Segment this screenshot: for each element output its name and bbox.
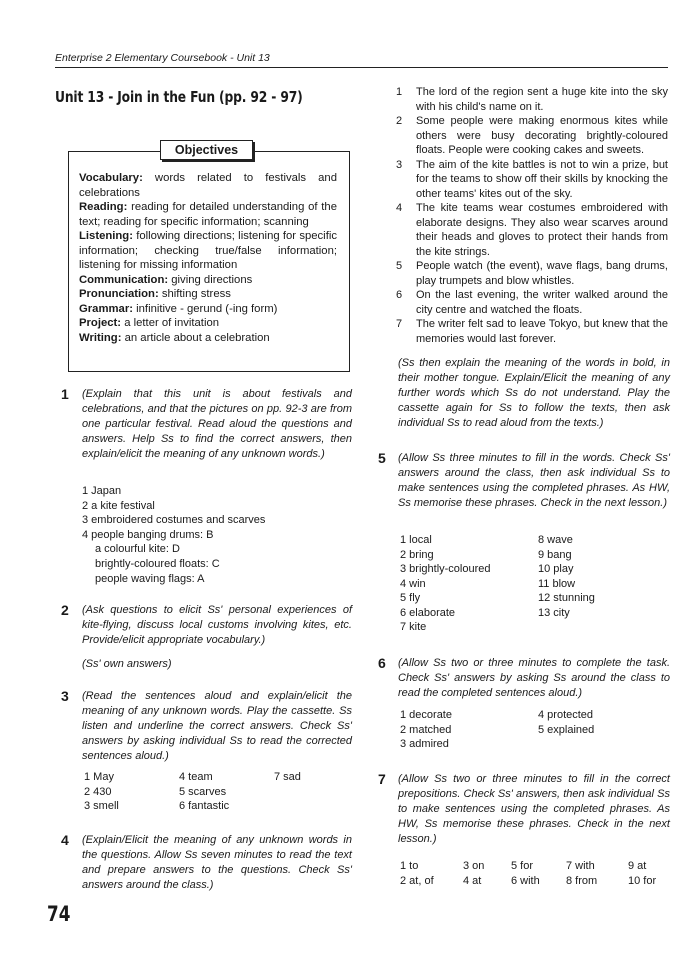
answer-cell: 1 local <box>400 534 432 546</box>
exercise-2-instructions: (Ask questions to elicit Ss' personal experiences of kite-flying, discuss local customs involving kites, etc. Provide/elicit appropriate vocabulary.) <box>82 604 352 646</box>
exercise-6-answers <box>400 708 658 752</box>
exercise-2-answer: (Ss' own answers) <box>82 658 172 670</box>
answer-item: 6 On the last evening, the writer walked around the city centre and watched the floats. <box>396 289 668 316</box>
answer-cell: 9 bang <box>538 548 572 561</box>
objective-item: Writing: an article about a celebration <box>79 331 270 344</box>
answer-cell: 3 smell <box>84 800 119 812</box>
answer-item: 1 The lord of the region sent a huge kite into the sky with his child's name on it. <box>396 86 668 113</box>
objective-item: Vocabulary: words related to festivals and celebrations <box>79 172 337 199</box>
answer-cell: 5 for <box>511 860 534 872</box>
answer-cell: 4 protected <box>538 709 594 721</box>
answer-cell: 9 at <box>628 860 647 872</box>
exercise-6-instructions: (Allow Ss two or three minutes to complete the task. Check Ss' answers by asking Ss around the class to read the completed sentences aloud.) <box>398 657 670 699</box>
answer-cell: 5 fly <box>400 592 421 604</box>
exercise-5-answers <box>400 533 658 635</box>
answer-cell <box>274 799 344 814</box>
exercise-1-instructions: (Explain that this unit is about festivals and celebrations, and that the pictures on pp. 92-3 are from one particular festival. Read aloud the questions and answers. Help Ss to find the correct answers, then explain/elicit the meaning of any unknown words.) <box>82 388 352 460</box>
exercise-4-instructions: (Explain/Elicit the meaning of any unknown words in the questions. Allow Ss seven minutes to read the text and prepare answers to the questions. Check Ss' answers around the class.) <box>82 834 352 891</box>
unit-title: Unit 13 - Join in the Fun (pp. 92 - 97) <box>55 88 303 106</box>
answer-cell: 7 with <box>566 860 595 872</box>
objective-item: Reading: reading for detailed understanding of the text; reading for specific information; scanning <box>79 201 337 228</box>
exercise-3-answers <box>84 770 344 814</box>
answer-item: 5 People watch (the event), wave flags, bang drums, play trumpets and blow whistles. <box>396 260 668 287</box>
answer-line: a colourful kite: D <box>95 543 180 556</box>
answer-cell <box>538 737 658 752</box>
answer-cell: 2 bring <box>400 548 434 561</box>
objectives-list <box>79 171 337 345</box>
header-rule <box>55 67 668 68</box>
answer-cell <box>274 785 344 800</box>
answer-cell: 4 win <box>400 577 426 590</box>
exercise-3-instructions: (Read the sentences aloud and explain/elicit the meaning of any unknown words. Play the cassette. Ss listen and underline the correct answers. Check Ss' answers by asking individual Ss to read the corrected sentences aloud.) <box>82 690 352 762</box>
answer-item: 7 The writer felt sad to leave Tokyo, but knew that the memories would last forever. <box>396 318 668 345</box>
answer-cell: 13 city <box>538 606 570 619</box>
exercise-5-number: 5 <box>378 450 386 466</box>
answer-cell: 2 430 <box>84 785 112 798</box>
answer-cell: 1 to <box>400 860 419 872</box>
exercise-7-answers <box>400 859 678 888</box>
exercise-5-instructions: (Allow Ss three minutes to fill in the words. Check Ss' answers around the class, then ask individual Ss to make sentences using the completed phrases. As HW, Ss memorise these phrases. Check in the next lesson.) <box>398 452 670 509</box>
objectives-label: Objectives <box>160 140 253 160</box>
answer-line: people waving flags: A <box>95 572 205 585</box>
objective-item: Grammar: infinitive - gerund (-ing form) <box>79 302 278 315</box>
answer-cell: 6 fantastic <box>179 800 230 812</box>
objective-item: Pronunciation: shifting stress <box>79 288 231 300</box>
exercise-7-instructions: (Allow Ss two or three minutes to fill in the correct prepositions. Check Ss' answers, then ask individual Ss to make sentences using the completed phrases. As HW, Ss memorise these phrases. Check in the next lesson.) <box>398 773 670 845</box>
answer-cell: 4 team <box>179 771 213 783</box>
answer-cell: 11 blow <box>538 577 576 590</box>
exercise-4-answers <box>396 85 668 346</box>
answer-cell: 4 at <box>463 874 482 887</box>
answer-cell: 2 at, of <box>400 874 434 887</box>
exercise-2-number: 2 <box>61 602 69 618</box>
answer-line: 1 Japan <box>82 485 122 497</box>
answer-item: 2 Some people were making enormous kites while others were busy decorating brightly-coloured floats. People were cooking cakes and sweets. <box>396 115 668 156</box>
exercise-3-number: 3 <box>61 688 69 704</box>
answer-line: 2 a kite festival <box>82 499 155 512</box>
page-number: 74 <box>47 902 71 926</box>
answer-line: 3 embroidered costumes and scarves <box>82 514 266 527</box>
answer-cell: 3 brightly-coloured <box>400 563 491 575</box>
answer-cell: 12 stunning <box>538 592 595 604</box>
answer-cell: 6 with <box>511 874 540 887</box>
answer-cell: 7 kite <box>400 621 427 633</box>
exercise-4-number: 4 <box>61 832 69 848</box>
answer-cell: 8 wave <box>538 534 573 546</box>
running-header: Enterprise 2 Elementary Coursebook - Unit 13 <box>55 52 270 64</box>
objective-item: Project: a letter of invitation <box>79 317 220 329</box>
exercise-7-number: 7 <box>378 771 386 787</box>
answer-cell: 5 scarves <box>179 785 227 798</box>
answer-cell: 10 play <box>538 563 574 575</box>
answer-cell: 7 sad <box>274 771 301 783</box>
answer-item: 3 The aim of the kite battles is not to win a prize, but for the teams to show off their skills by knocking the other teams' kites out of the sky. <box>396 158 668 200</box>
exercise-4-note: (Ss then explain the meaning of the words in bold, in their mother tongue. Explain/Elicit the meaning of any further words which Ss do not understand. Play the cassette again for Ss to follow the texts, then ask individual Ss to read aloud from the texts.) <box>398 357 670 429</box>
answer-item: 4 The kite teams wear costumes embroidered with elaborate designs. They also wear scarves around their heads and gloves to protect their hands from the kite strings. <box>396 202 668 258</box>
answer-cell: 3 admired <box>400 738 449 750</box>
answer-cell: 8 from <box>566 874 598 887</box>
exercise-6-number: 6 <box>378 655 386 671</box>
answer-cell: 2 matched <box>400 723 452 736</box>
answer-cell: 1 May <box>84 771 114 783</box>
answer-line: 4 people banging drums: B <box>82 528 214 541</box>
answer-line: brightly-coloured floats: C <box>95 557 220 570</box>
exercise-1-number: 1 <box>61 386 69 402</box>
exercise-1-answers <box>82 484 352 586</box>
answer-cell: 10 for <box>628 874 657 887</box>
objective-item: Communication: giving directions <box>79 273 253 286</box>
objective-item: Listening: following directions; listening for specific information; checking true/false information; listening for missing information <box>79 230 337 271</box>
answer-cell: 6 elaborate <box>400 606 456 619</box>
answer-cell: 1 decorate <box>400 709 452 721</box>
answer-cell: 5 explained <box>538 723 595 736</box>
answer-cell: 3 on <box>463 860 485 872</box>
